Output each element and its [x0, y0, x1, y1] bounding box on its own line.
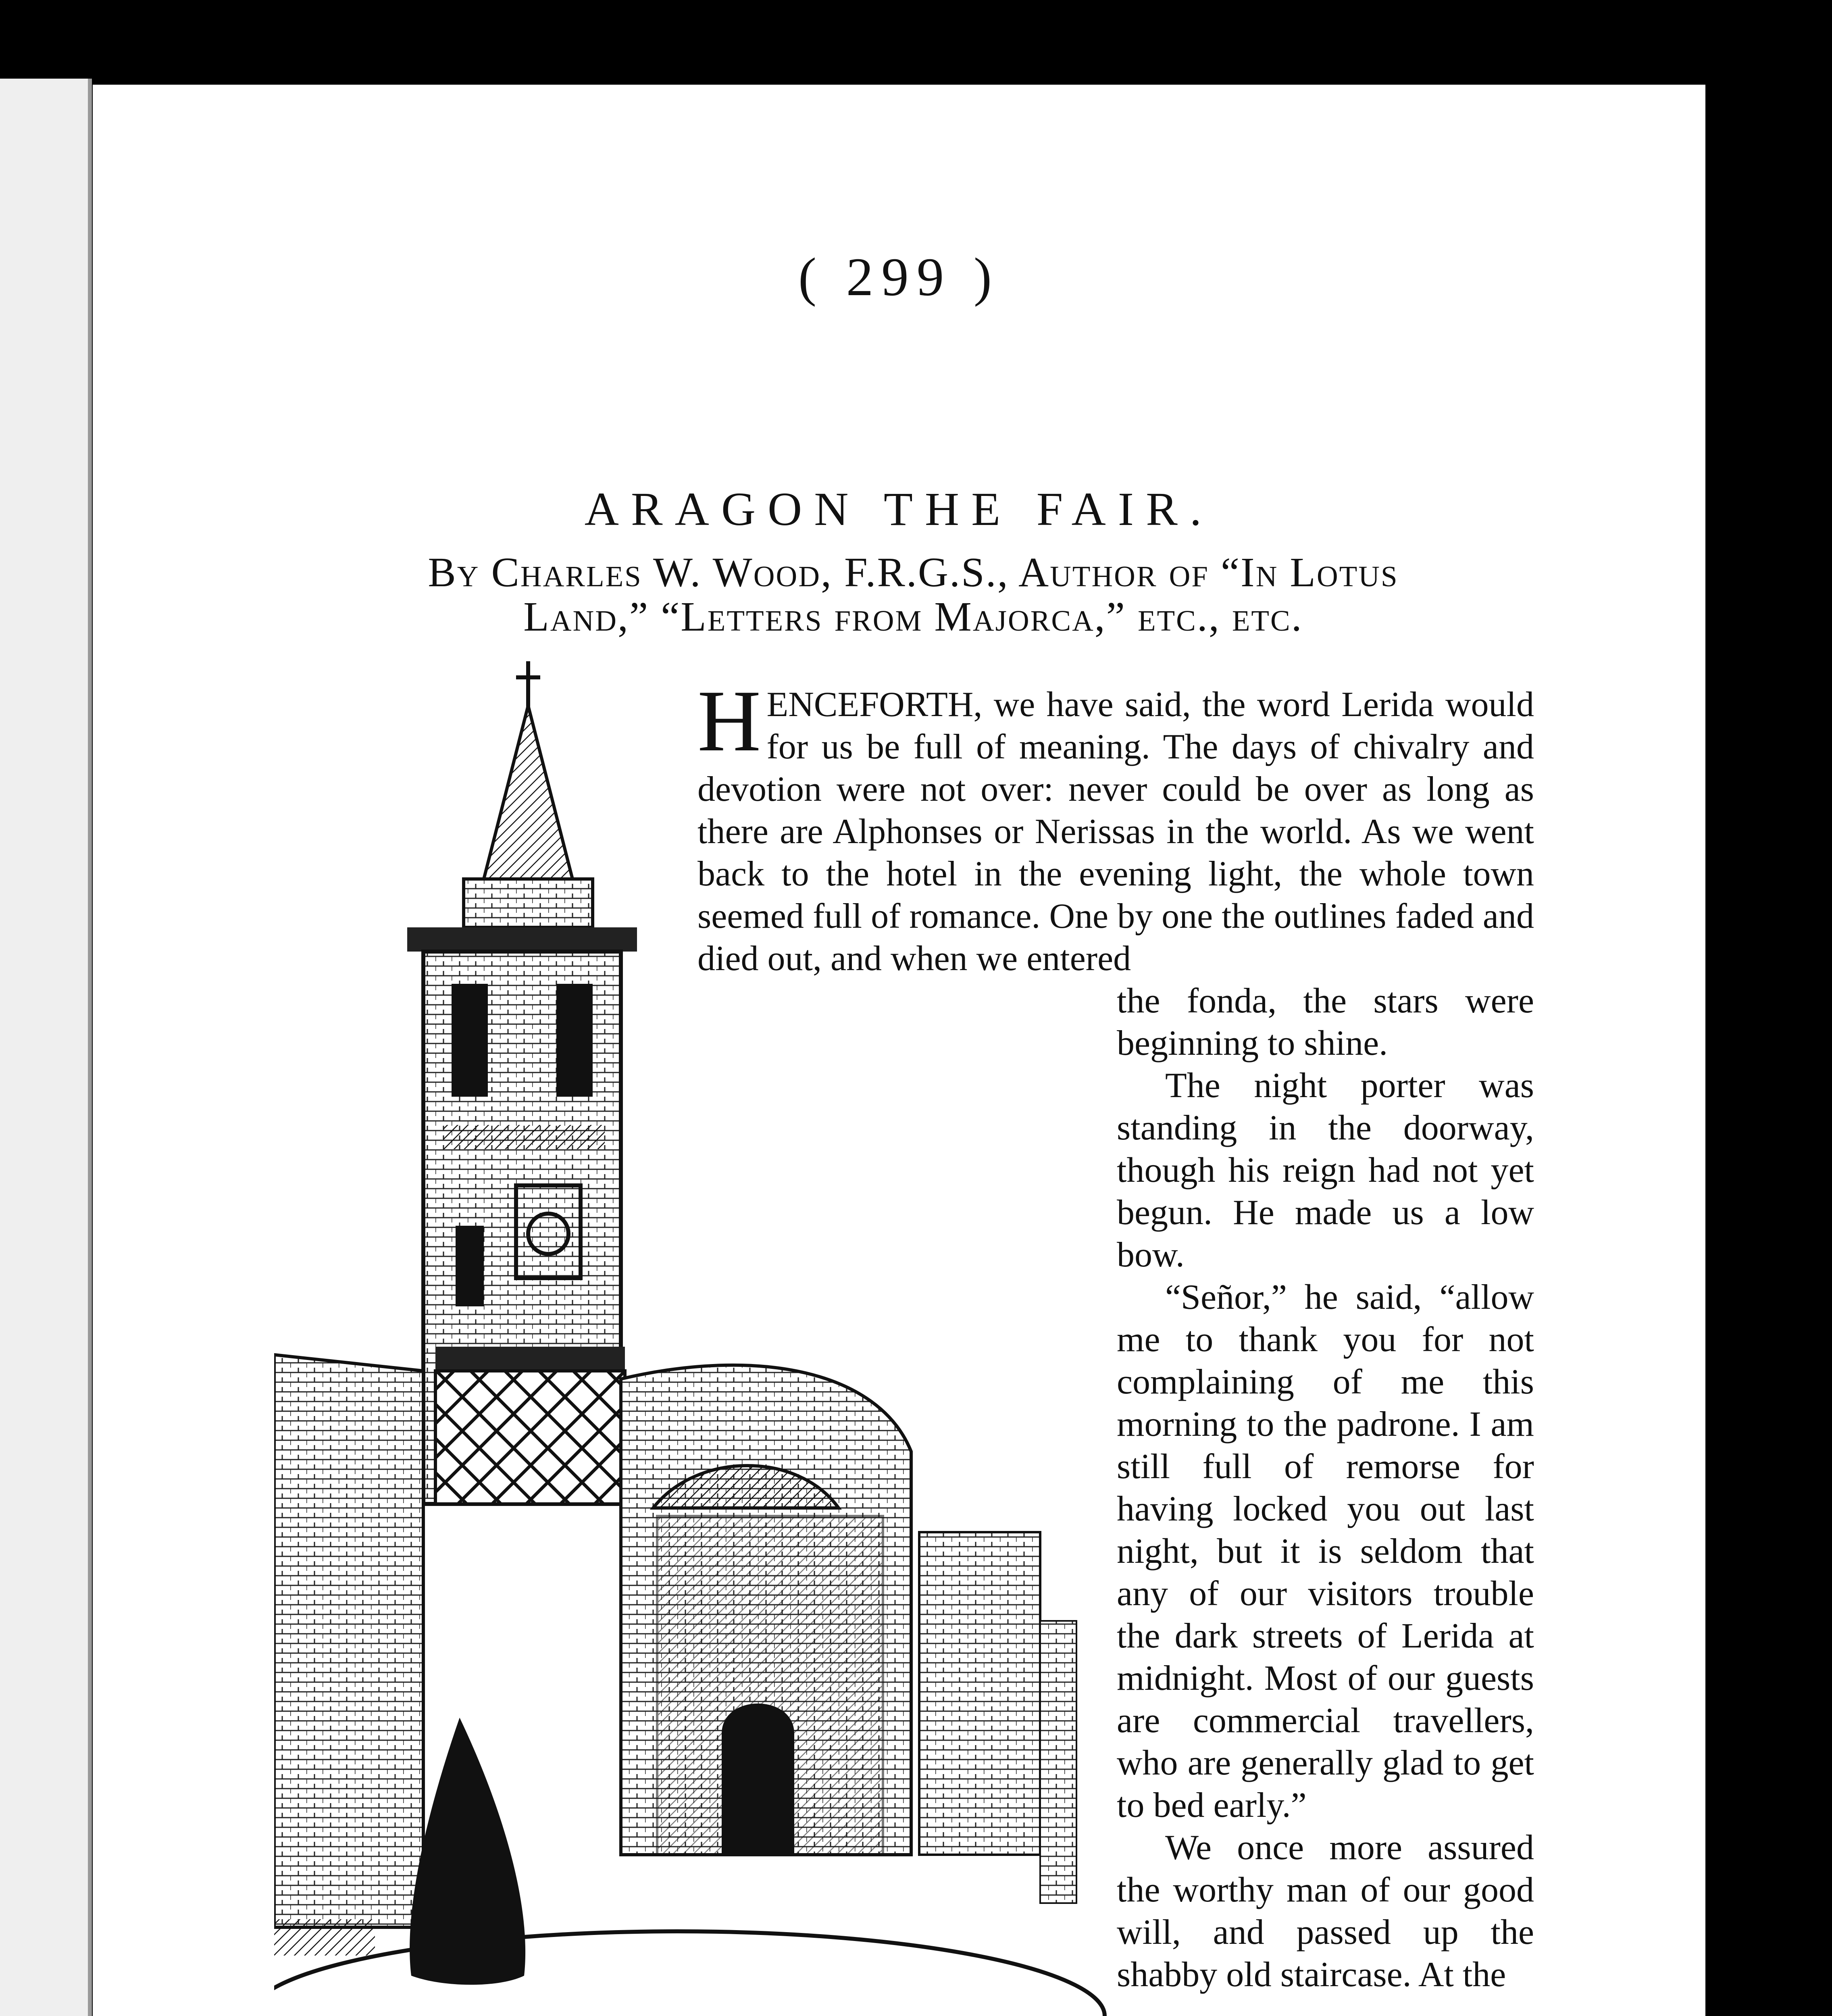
byline-line-2: Land,” “Letters from Majorca,” etc., etc. — [523, 594, 1303, 640]
paragraph-3: “Señor,” he said, “allow me to thank you for not complaining of me this morning to the padrone. I am still full of remorse for having locked you out last night, but it is seldom that any of our visitors trouble the dark streets of Lerida at midnight. Most of our guests are commercial travellers, who are generally glad to get to bed early.” — [1117, 1278, 1534, 1825]
article-title: ARAGON THE FAIR. — [584, 483, 1214, 535]
body-text — [697, 673, 1534, 1996]
paragraph-4: We once more assured the worthy man of our good will, and passed up the shabby old staircase. At the — [1117, 1828, 1534, 1994]
paragraph-1-continued: the fonda, the stars were beginning to shine. — [1117, 981, 1534, 1063]
book-page — [93, 85, 1705, 2016]
paragraph-1 — [697, 673, 1534, 980]
paragraph-1-text: ENCEFORTH, we have said, the word Lerida would for us be full of meaning. The days of chivalry and devotion were not over: never could be over as long as there are Alphonses or Nerissas in the world. As we went back to the hotel in the evening light, the whole town seemed full of romance. One by one the outlines faded and died out, and when we entered — [697, 685, 1534, 978]
facing-page-edge — [0, 79, 92, 2016]
byline-line-1: By Charles W. Wood, F.R.G.S., Author of “In Lotus — [428, 549, 1399, 596]
paragraph-2: The night porter was standing in the doorway, though his reign had not yet begun. He made us a low bow. — [1117, 1066, 1534, 1275]
page-number: ( 299 ) — [798, 247, 1000, 307]
drop-cap: H — [697, 673, 761, 770]
article-byline — [335, 550, 1492, 639]
